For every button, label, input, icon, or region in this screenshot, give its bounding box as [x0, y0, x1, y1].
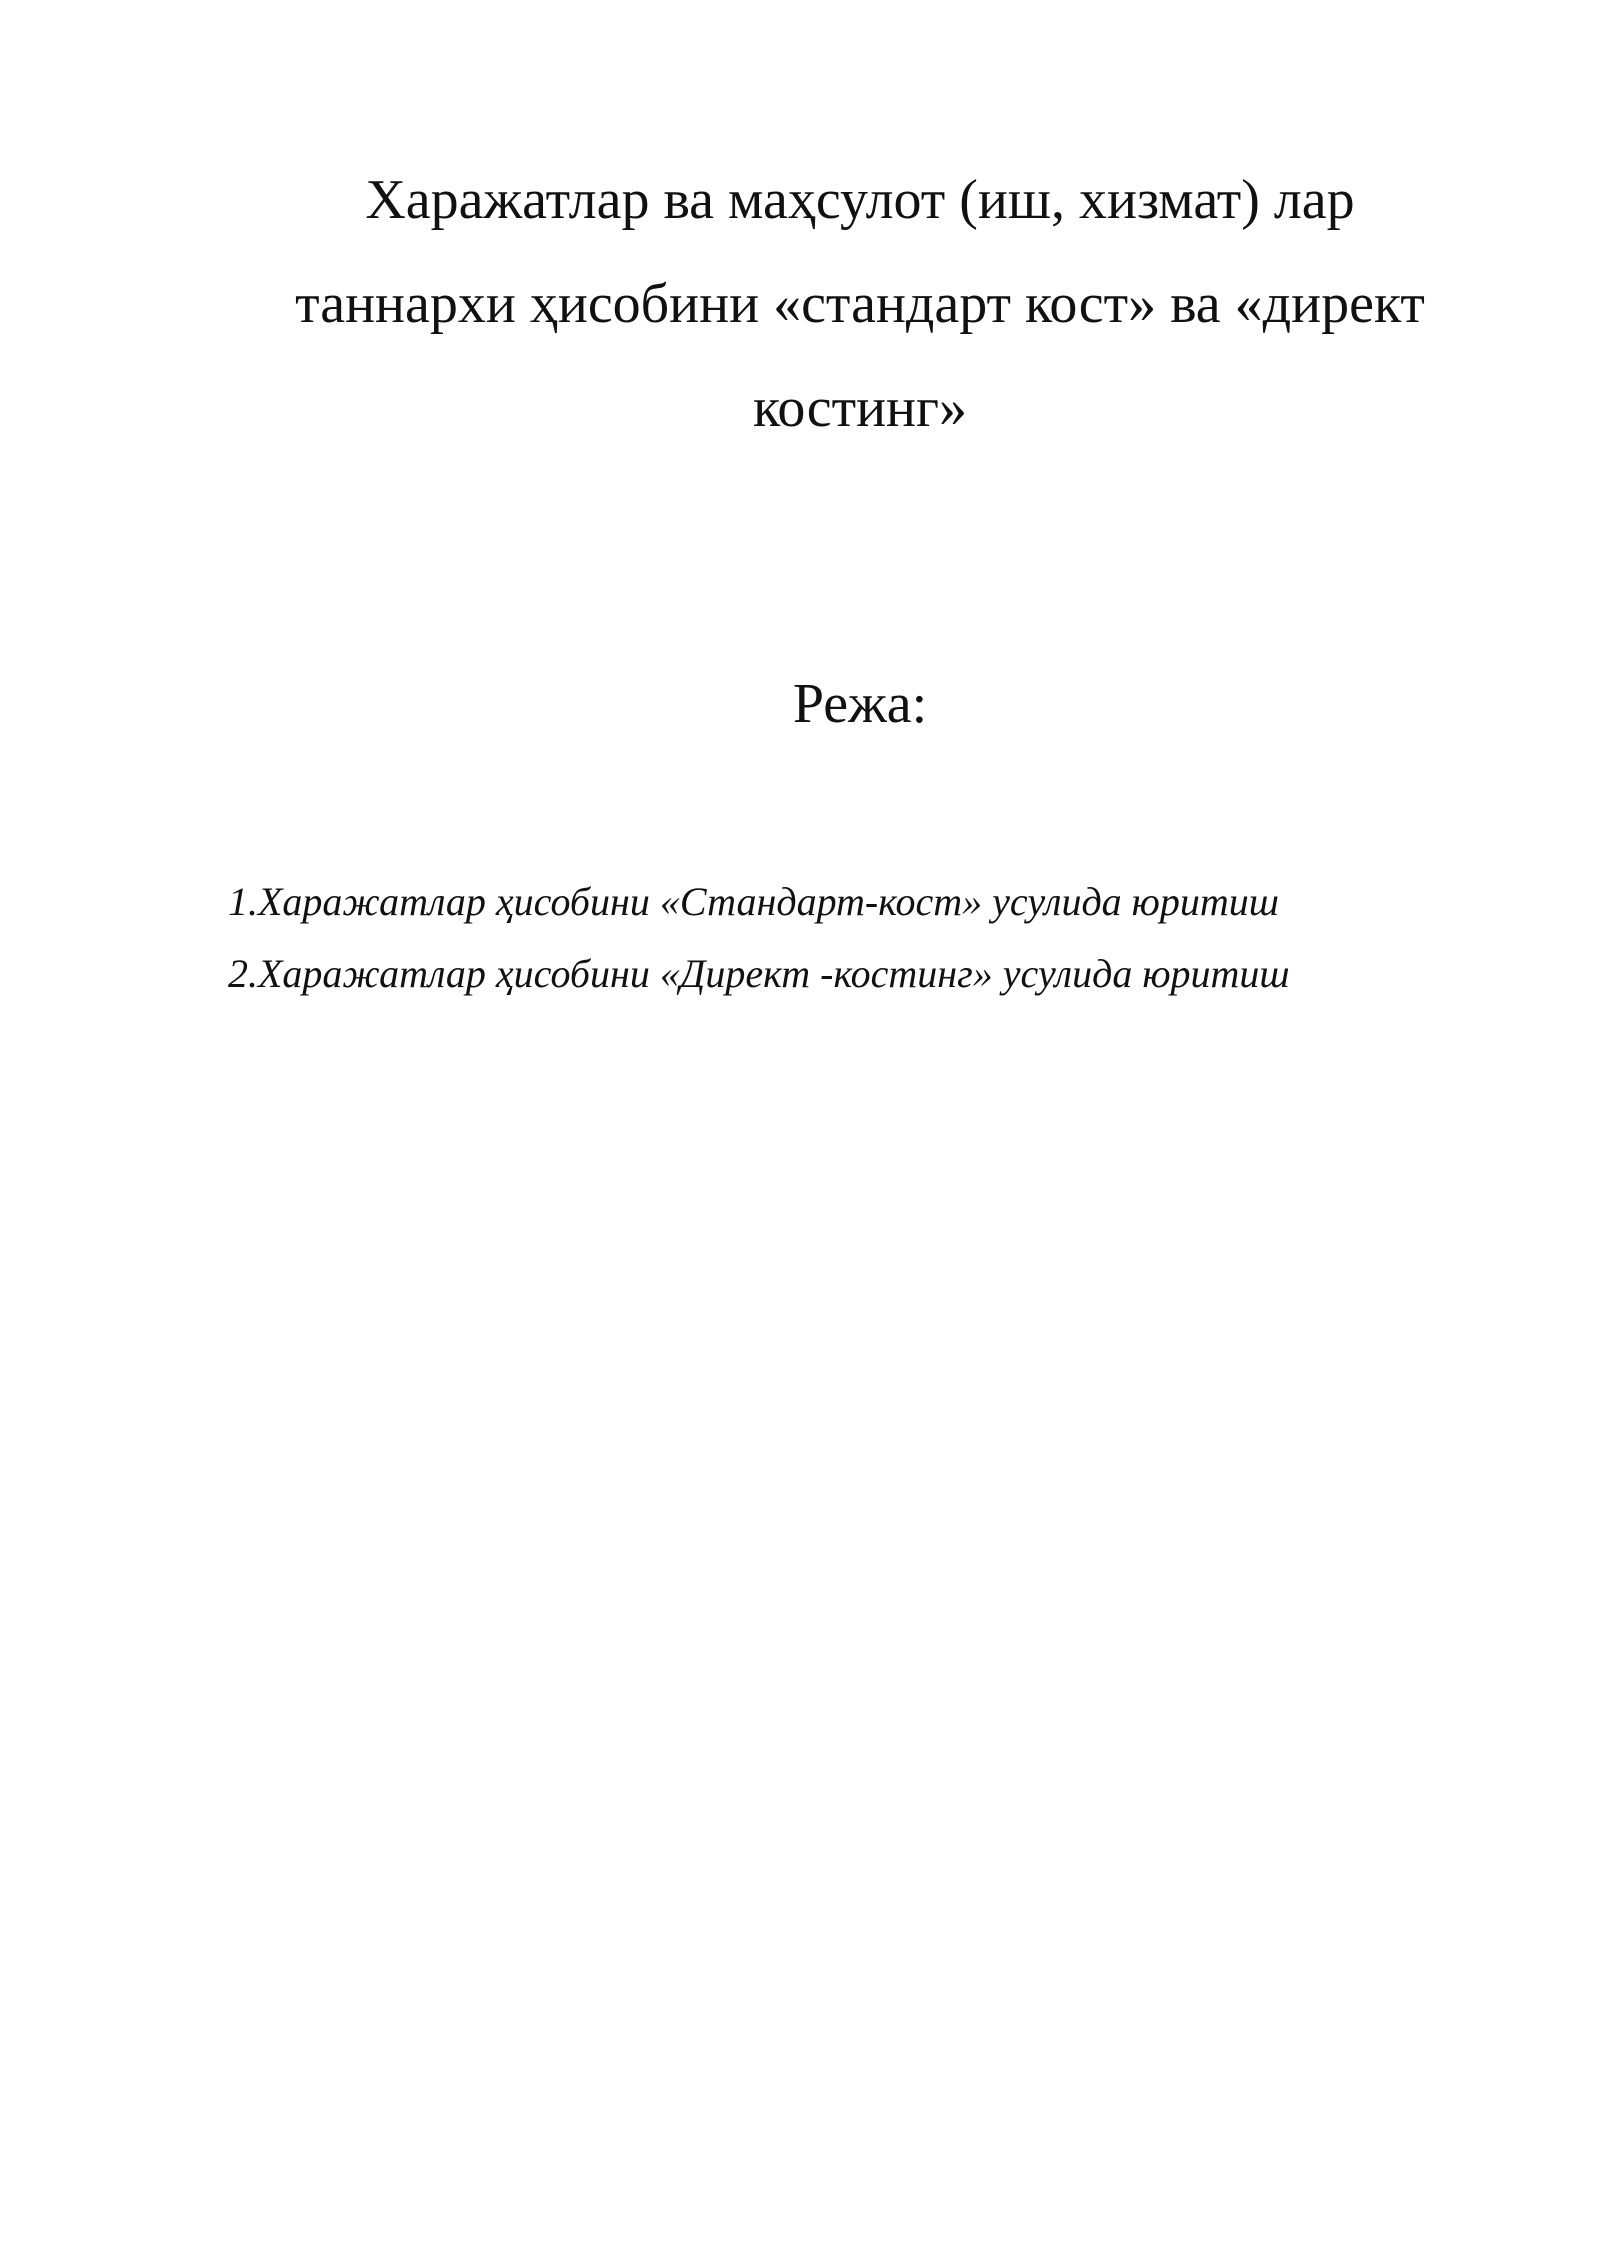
title-line-2: таннархи ҳисобини «стандарт кост» ва «директ	[295, 273, 1425, 335]
title-line-3: костинг»	[753, 377, 967, 439]
plan-item-1: 1.Харажатлар ҳисобини «Стандарт-кост» усулида юритиш	[228, 879, 1279, 924]
document-title	[200, 148, 1520, 460]
title-line-1: Харажатлар ва маҳсулот (иш, хизмат) лар	[365, 169, 1355, 231]
plan-heading: Режа:	[792, 673, 928, 735]
plan-item-2: 2.Харажатлар ҳисобини «Директ -костинг» усулида юритиш	[228, 951, 1290, 996]
plan-list	[228, 866, 1290, 1010]
